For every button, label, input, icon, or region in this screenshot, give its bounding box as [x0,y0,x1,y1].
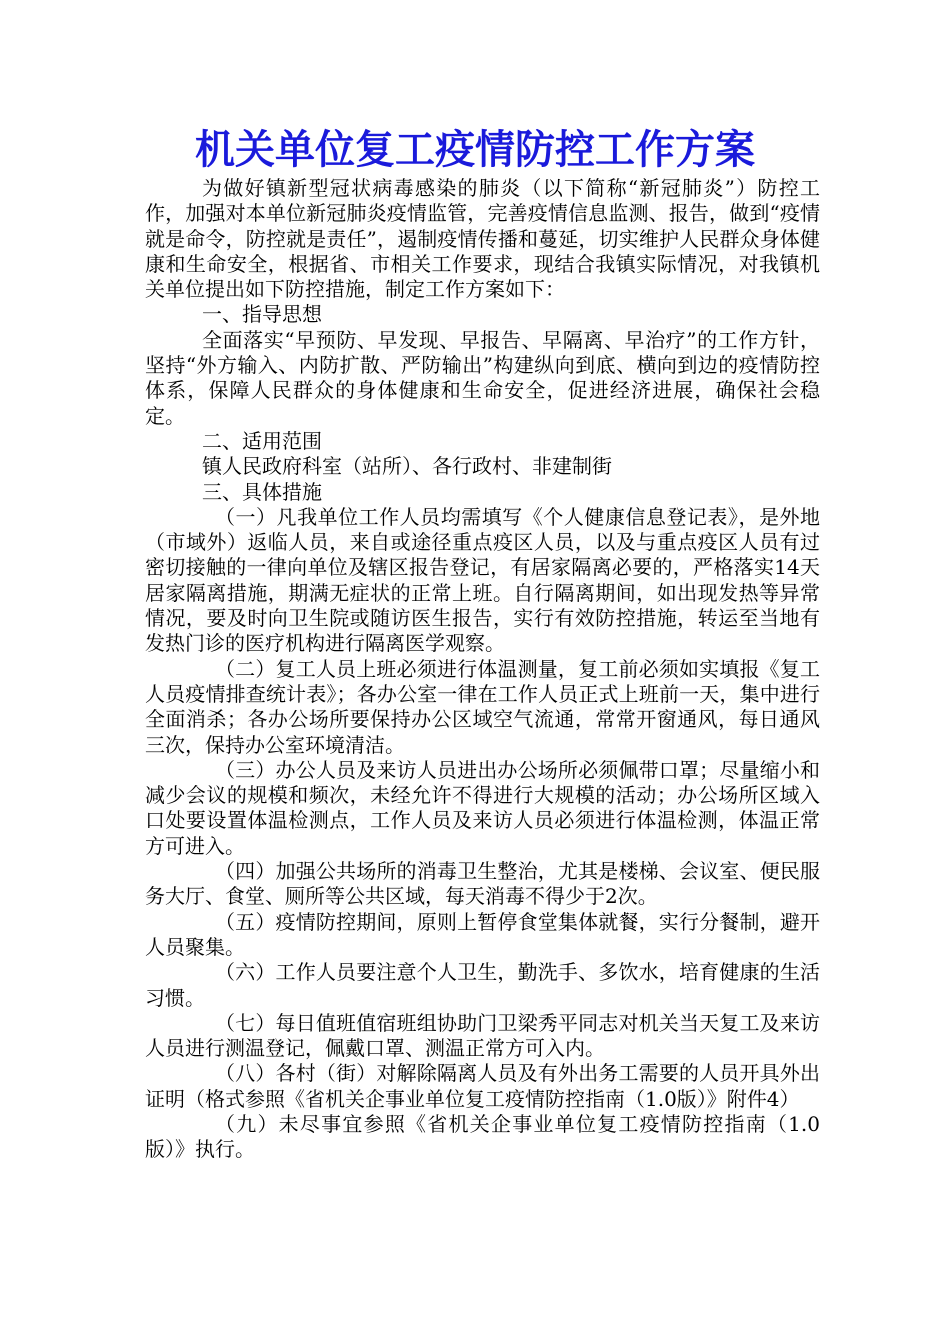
measure-item-7: （七）每日值班值宿班组协助门卫梁秀平同志对机关当天复工及来访人员进行测温登记，佩戴口罩、测温正常方可入内。 [145,1010,820,1061]
section-text-scope: 镇人民政府科室（站所）、各行政村、非建制街 [202,454,612,479]
measure-item-5: （五）疫情防控期间，原则上暂停食堂集体就餐，实行分餐制，避开人员聚集。 [145,909,820,959]
section-heading-scope: 二、适用范围 [202,428,322,453]
measure-item-4: （四）加强公共场所的消毒卫生整治，尤其是楼梯、会议室、便民服务大厅、食堂、厕所等公共区域，每天消毒不得少于2次。 [145,859,820,909]
section-text-guiding-thought: 全面落实“早预防、早发现、早报告、早隔离、早治疗”的工作方针，坚持“外方输入、内防扩散、严防输出”构建纵向到底、横向到边的疫情防控体系，保障人民群众的身体健康和生命安全，促进经济进展，确保社会稳定。 [145,327,820,428]
section-heading-measures: 三、具体措施 [202,479,322,504]
measure-item-9: （九）未尽事宜参照《省机关企事业单位复工疫情防控指南（1.0版）》执行。 [145,1111,820,1162]
measure-item-3: （三）办公人员及来访人员进出办公场所必须佩带口罩；尽量缩小和减少会议的规模和频次，未经允许不得进行大规模的活动；办公场所区域入口处要设置体温检测点，工作人员及来访人员必须进行体温检测，体温正常方可进入。 [145,757,820,858]
document-body [145,176,820,1163]
measure-item-8: （八）各村（街）对解除隔离人员及有外出务工需要的人员开具外出证明（格式参照《省机关企事业单位复工疫情防控指南（1.0版）》附件4） [145,1061,820,1111]
document-title: 机关单位复工疫情防控工作方案 [195,126,755,173]
measure-item-6: （六）工作人员要注意个人卫生，勤洗手、多饮水，培育健康的生活习惯。 [145,960,820,1010]
measure-item-2: （二）复工人员上班必须进行体温测量，复工前必须如实填报《复工人员疫情排查统计表》；各办公室一律在工作人员正式上班前一天，集中进行全面消杀；各办公场所要保持办公区域空气流通，常常开窗通风，每日通风三次，保持办公室环境清洁。 [145,656,820,757]
section-heading-guiding-thought: 一、指导思想 [202,302,322,327]
intro-paragraph: 为做好镇新型冠状病毒感染的肺炎（以下简称“新冠肺炎”）防控工作，加强对本单位新冠肺炎疫情监管，完善疫情信息监测、报告，做到“疫情就是命令，防控就是责任”，遏制疫情传播和蔓延，切实维护人民群众身体健康和生命安全，根据省、市相关工作要求，现结合我镇实际情况，对我镇机关单位提出如下防控措施，制定工作方案如下： [145,176,820,302]
measure-item-1: （一）凡我单位工作人员均需填写《个人健康信息登记表》，是外地（市域外）返临人员，来自或途径重点疫区人员，以及与重点疫区人员有过密切接触的一律向单位及辖区报告登记，有居家隔离必要的，严格落实14天居家隔离措施，期满无症状的正常上班。自行隔离期间，如出现发热等异常情况，要及时向卫生院或随访医生报告，实行有效防控措施，转运至当地有发热门诊的医疗机构进行隔离医学观察。 [145,504,820,656]
